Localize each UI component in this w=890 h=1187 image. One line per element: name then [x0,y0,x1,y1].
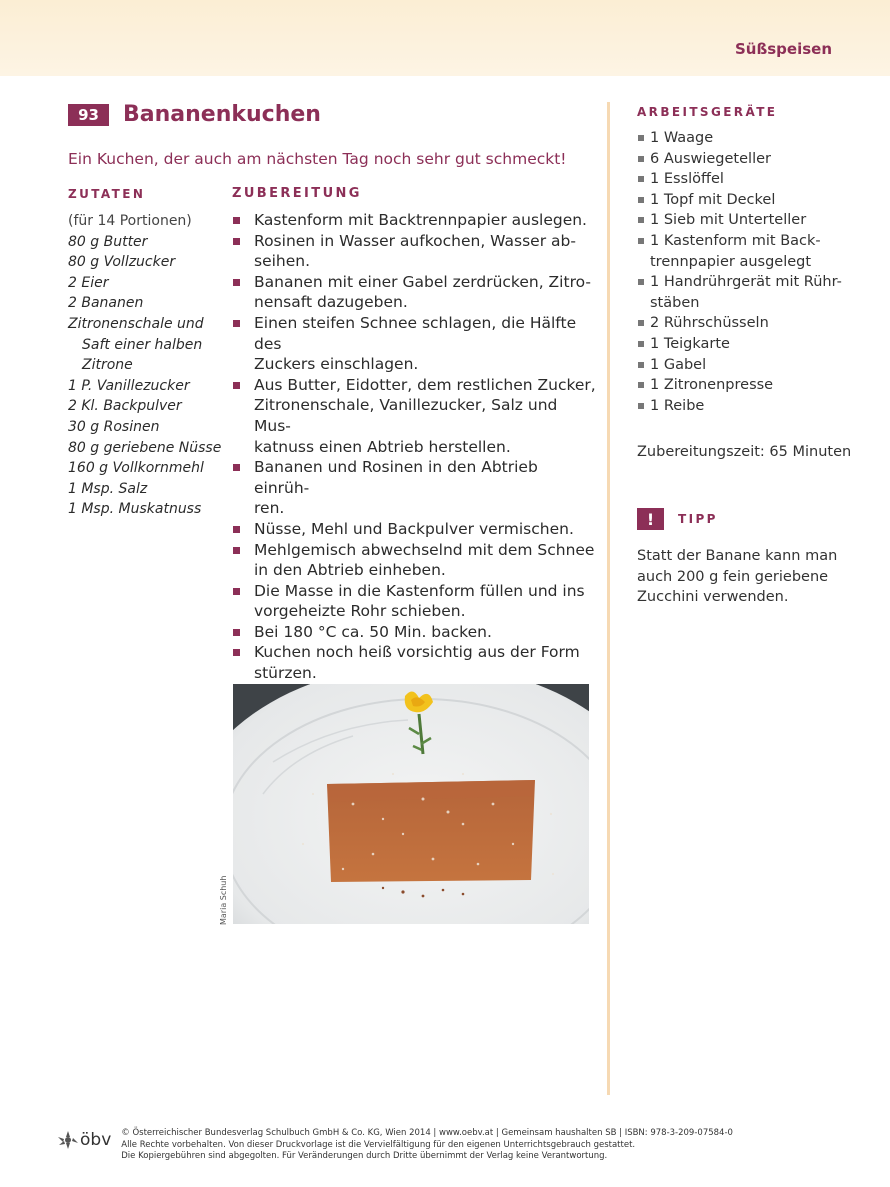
photo-credit: Maria Schuh [219,875,228,925]
square-bullet-icon [638,382,644,388]
footer-copyright [121,1128,733,1163]
tool-item [637,190,842,211]
tool-item-line: 1 Esslöffel [650,171,724,188]
preparation-step [232,375,597,457]
square-bullet-icon [233,279,240,286]
preparation-step-line: seihen. [254,252,311,271]
ingredient-item: 80 g geriebene Nüsse [68,439,222,456]
tool-item-line: 1 Gabel [650,356,707,373]
square-bullet-icon [638,156,644,162]
footer-line: © Österreichischer Bundesverlag Schulbuch GmbH & Co. KG, Wien 2014 | www.oebv.at | Gemeinsam haushalten SB | ISBN: 978-3-209-07584-0 [121,1128,733,1138]
ingredient-item: 1 Msp. Muskatnuss [68,501,202,518]
square-bullet-icon [233,464,240,471]
tool-item-line: 1 Reibe [650,397,705,414]
tools-heading: ARBEITSGERÄTE [637,105,778,119]
ingredient-item: 2 Kl. Backpulver [68,398,182,415]
preparation-step-line: Einen steifen Schnee schlagen, die Hälfte des [254,313,577,353]
square-bullet-icon [638,217,644,223]
tool-item-line: 1 Handrührgerät mit Rühr- [650,274,842,291]
preparation-step-line: vorgeheizte Rohr schieben. [254,602,466,621]
tool-item [637,128,842,149]
tip-line: auch 200 g fein geriebene [637,568,829,585]
square-bullet-icon [233,629,240,636]
tool-item-line: 1 Zitronenpresse [650,377,774,394]
preparation-step-line: Zitronenschale, Vanillezucker, Salz und Mus- [254,396,558,435]
ingredient-item: 1 Msp. Salz [68,480,148,497]
tool-item-line: 2 Rührschüsseln [650,315,769,332]
tool-item-line: 1 Topf mit Deckel [650,191,776,208]
tool-item-line: stäben [650,294,700,311]
square-bullet-icon [638,341,644,347]
ingredients-portions: (für 14 Portionen) [68,213,192,229]
section-label: Süßspeisen [734,40,832,58]
tip-text [637,546,847,608]
ingredients-heading: ZUTATEN [68,187,146,201]
tool-item [637,334,842,355]
preparation-step-line: nensaft dazugeben. [254,293,408,312]
tip-header [637,508,718,530]
tool-item [637,396,842,417]
preparation-step-line: ren. [254,499,285,518]
tool-item [637,313,842,334]
recipe-title: Bananenkuchen [123,102,321,127]
ingredient-item: 160 g Vollkornmehl [68,460,204,477]
footer [58,1128,733,1163]
square-bullet-icon [233,382,240,389]
preparation-heading: ZUBEREITUNG [232,186,362,201]
exclamation-icon: ! [637,508,664,530]
tool-item [637,210,842,231]
tip-line: Statt der Banane kann man [637,548,838,564]
ingredient-item: 80 g Vollzucker [68,254,176,271]
publisher-logo [58,1130,111,1150]
tool-item-line: trennpapier ausgelegt [650,253,812,270]
square-bullet-icon [233,320,240,327]
tool-item [637,355,842,376]
ingredient-item: 80 g Butter [68,233,148,250]
tool-item-line: 1 Waage [650,130,714,146]
footer-line: Die Kopiergebühren sind abgegolten. Für Veränderungen durch Dritte übernimmt der Verlag keine Verantwortung. [121,1151,608,1161]
preparation-step-line: stürzen. [254,664,317,683]
square-bullet-icon [233,547,240,554]
preparation-step-line: Kuchen noch heiß vorsichtig aus der Form [254,643,580,662]
cake-photo-image [233,684,589,924]
preparation-step-line: Die Masse in die Kastenform füllen und ins [254,581,585,600]
preparation-step-line: Zuckers einschlagen. [254,355,419,374]
square-bullet-icon [638,135,644,141]
preparation-step-line: Aus Butter, Eidotter, dem restlichen Zucker, [254,375,596,394]
ingredient-item: 2 Bananen [68,295,144,312]
square-bullet-icon [638,320,644,326]
preparation-step-line: katnuss einen Abtrieb herstellen. [254,437,511,456]
cake-photo [233,684,589,924]
square-bullet-icon [638,403,644,409]
square-bullet-icon [233,649,240,656]
tool-item [637,169,842,190]
tools-list [637,128,842,416]
preparation-step [232,313,597,375]
preparation-step [232,622,597,643]
square-bullet-icon [638,279,644,285]
tip-line: Zucchini verwenden. [637,589,789,606]
preparation-step-line: Nüsse, Mehl und Backpulver vermischen. [254,519,574,538]
square-bullet-icon [638,197,644,203]
preparation-step-line: Mehlgemisch abwechselnd mit dem Schnee [254,540,595,559]
ingredient-item: 2 Eier [68,274,109,291]
tool-item [637,375,842,396]
column-divider [607,102,610,1095]
tool-item-line: 6 Auswiegeteller [650,150,771,167]
tool-item-line: 1 Kastenform mit Back- [650,232,821,249]
recipe-title-row [68,102,321,127]
tip-label: TIPP [678,512,718,526]
square-bullet-icon [233,526,240,533]
preparation-list [232,210,597,745]
preparation-step-line: in den Abtrieb einheben. [254,561,446,580]
square-bullet-icon [638,362,644,368]
ingredients-list [68,211,221,520]
tool-item-line: 1 Teigkarte [650,335,730,352]
square-bullet-icon [638,176,644,182]
preparation-step [232,457,597,519]
preparation-step [232,581,597,622]
preparation-step [232,540,597,581]
square-bullet-icon [233,217,240,224]
publisher-logo-icon [58,1131,78,1149]
preparation-step-line: Bananen und Rosinen in den Abtrieb einrüh- [254,458,538,497]
preparation-step [232,642,597,683]
tool-item [637,149,842,170]
prep-time: Zubereitungszeit: 65 Minuten [637,444,852,460]
preparation-step [232,519,597,540]
ingredient-item: 1 P. Vanillezucker [68,377,190,394]
square-bullet-icon [233,588,240,595]
preparation-step-line: Kastenform mit Backtrennpapier auslegen. [254,211,587,229]
preparation-step-line: Bei 180 °C ca. 50 Min. backen. [254,622,492,641]
preparation-step [232,210,597,231]
preparation-step-line: Bananen mit einer Gabel zerdrücken, Zitro- [254,272,591,291]
preparation-step [232,231,597,272]
square-bullet-icon [233,238,240,245]
preparation-step [232,272,597,313]
header-band [0,0,890,76]
publisher-logo-text: öbv [80,1130,112,1150]
tool-item-line: 1 Sieb mit Unterteller [650,212,807,229]
preparation-step-line: Rosinen in Wasser aufkochen, Wasser ab- [254,231,576,250]
tool-item [637,272,842,313]
ingredient-item: Zitrone [82,357,133,374]
square-bullet-icon [638,238,644,244]
ingredient-item: 30 g Rosinen [68,418,160,435]
tool-item [637,231,842,272]
recipe-number-badge: 93 [68,104,109,126]
recipe-subtitle: Ein Kuchen, der auch am nächsten Tag noch sehr gut schmeckt! [68,150,567,168]
footer-line: Alle Rechte vorbehalten. Von dieser Druckvorlage ist die Vervielfältigung für den eigenen Unterrichtsgebrauch gestattet. [121,1139,636,1150]
ingredient-item: Zitronenschale und [68,315,204,332]
ingredient-item: Saft einer halben [82,336,203,353]
